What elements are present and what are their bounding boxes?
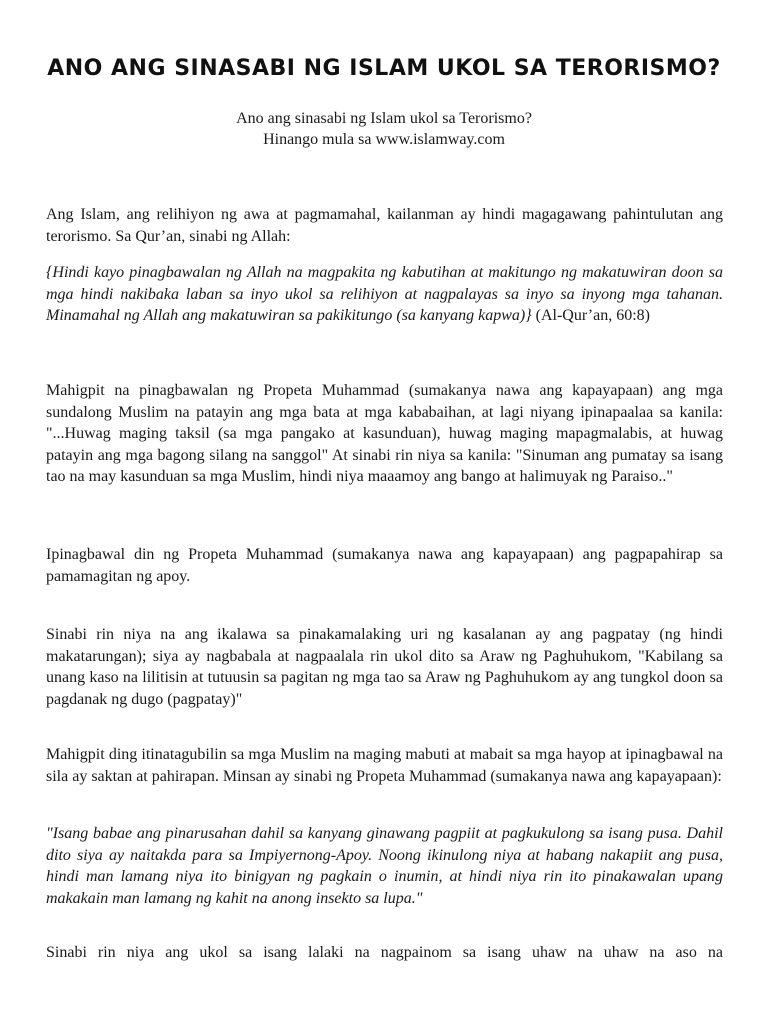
paragraph-quran-quote xyxy=(46,262,723,327)
paragraph-dog-partial: Sinabi rin niya ang ukol sa isang lalaki na nagpainom sa isang uhaw na uhaw na aso na xyxy=(46,944,723,961)
paragraph-killing: Sinabi rin niya na ang ikalawa sa pinakamalaking uri ng kasalanan ay ang pagpatay (ng hindi makatarungan); siya ay nagbabala at nagpaalala rin ukol dito sa Araw ng Paghuhukom, "Kabilang sa unang kaso na lilitisin at tutuusin sa pagitan ng mga tao sa Araw ng Paghuhukom ay ang tungkol doon sa pagdanak ng dugo (pagpatay)" xyxy=(46,626,723,708)
paragraph-intro: Ang Islam, ang relihiyon ng awa at pagmamahal, kailanman ay hindi magagawang pahintulutan ang terorismo. Sa Qur’an, sinabi ng Allah: xyxy=(46,206,723,245)
paragraph-animals: Mahigpit ding itinatagubilin sa mga Muslim na maging mabuti at mabait sa mga hayop at ipinagbawal na sila ay saktan at pahirapan. Minsan ay sinabi ng Propeta Muhammad (sumakanya nawa ang kapayapaan): xyxy=(46,746,723,785)
paragraph-fire: Ipinagbawal din ng Propeta Muhammad (sumakanya nawa ang kapayapaan) ang pagpapahirap sa pamamagitan ng apoy. xyxy=(46,546,723,585)
paragraph-prohibition: Mahigpit na pinagbawalan ng Propeta Muhammad (sumakanya nawa ang kapayapaan) ang mga sundalong Muslim na patayin ang mga bata at mga kababaihan, at lagi niyang ipinapaalaa sa kanila: "...Huwag maging taksil (sa mga pangako at kasunduan), huwag maging mapagmalabis, at huwag patayin ang mga bagong silang na sanggol" At sinabi rin niya sa kanila: "Sinuman ang pumatay sa isang tao na may kasunduan sa mga Muslim, hindi niya maaamoy ang bango at halimuyak ng Paraiso.." xyxy=(46,382,723,486)
quran-quote-text: {Hindi kayo pinagbawalan ng Allah na magpakita ng kabutihan at makitungo ng makatuwiran doon sa mga hindi nakibaka laban sa inyo ukol sa relihiyon at nagpalayas sa inyo sa inyong mga tahanan. Minamahal ng Allah ang makatuwiran sa pakikitungo (sa kanyang kapwa)} xyxy=(46,264,723,325)
source-line: Hinango mula sa www.islamway.com xyxy=(263,131,505,148)
subtitle-line: Ano ang sinasabi ng Islam ukol sa Terorismo? xyxy=(236,110,532,127)
paragraph-cat-hadith: "Isang babae ang pinarusahan dahil sa kanyang ginawang pagpiit at pagkukulong sa isang pusa. Dahil dito siya ay naitakda para sa Impiyernong-Apoy. Noong ikinulong niya at habang nakapiit ang pusa, hindi man lamang niya ito binigyan ng pagkain o inumin, at hindi niya rin ito pinakawalan upang makakain man lamang ng kahit na anong insekto sa lupa." xyxy=(46,825,723,907)
quran-reference: (Al-Qur’an, 60:8) xyxy=(531,307,650,325)
document-title: ANO ANG SINASABI NG ISLAM UKOL SA TERORISMO? xyxy=(47,56,721,81)
